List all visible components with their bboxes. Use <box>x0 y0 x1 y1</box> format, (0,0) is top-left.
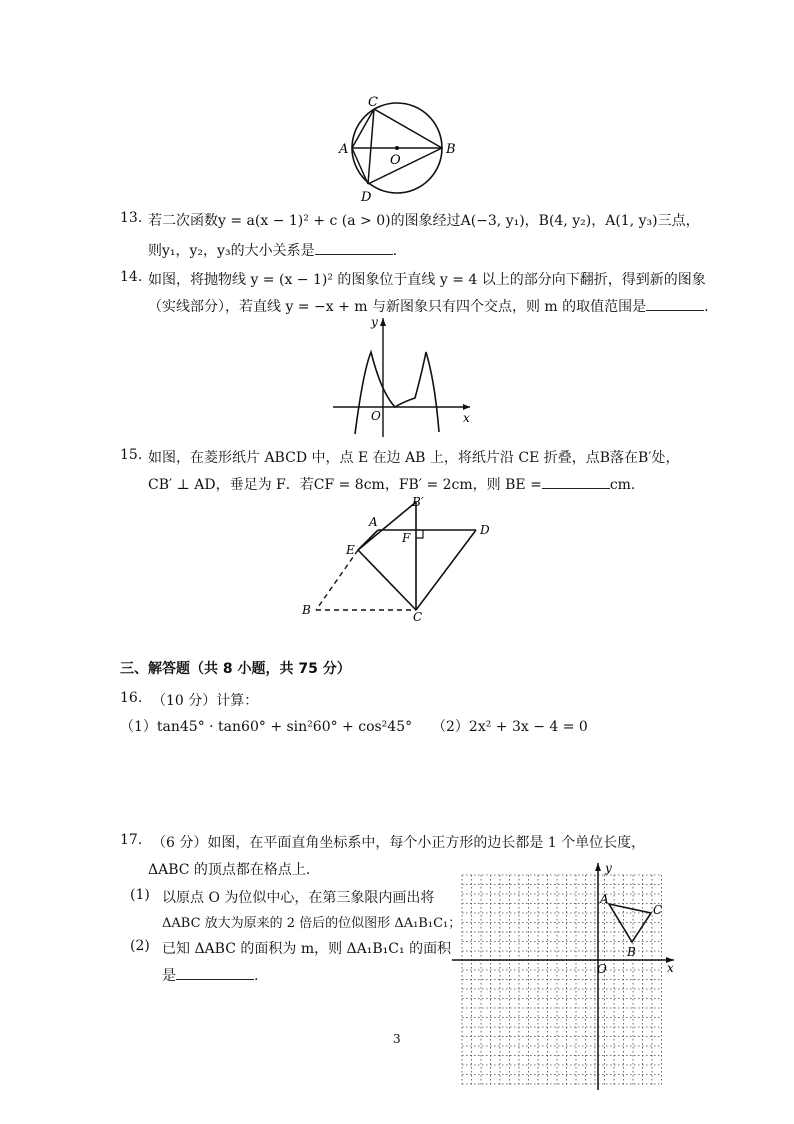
q17-answer-blank[interactable] <box>176 965 254 980</box>
label-c: C <box>413 610 423 624</box>
label-b-prime: B′ <box>412 495 424 509</box>
x-axis-arrow <box>463 404 470 410</box>
label-o: O <box>371 409 381 423</box>
label-a: A <box>339 142 349 157</box>
right-angle-mark <box>416 530 423 538</box>
q13-line2-end: . <box>392 243 398 259</box>
segment-cb <box>374 109 442 148</box>
q17-part2-line2 <box>162 965 258 985</box>
circle-figure <box>330 88 470 208</box>
y-axis-arrow <box>380 318 386 326</box>
label-d: D <box>480 523 490 537</box>
q14-number: 14. <box>120 269 143 285</box>
label-b: B <box>446 142 456 157</box>
q17-part1-line2: ΔABC 放大为原来的 2 倍后的位似图形 ΔA₁B₁C₁； <box>162 916 462 931</box>
q17-line2: ΔABC 的顶点都在格点上. <box>148 862 311 878</box>
label-y: y <box>605 861 612 875</box>
label-a: A <box>369 515 378 529</box>
segment-ec <box>358 550 416 610</box>
q15-line1: 如图，在菱形纸片 ABCD 中，点 E 在边 AB 上，将纸片沿 CE 折叠，点B落在B′处， <box>148 450 680 466</box>
label-f: F <box>402 531 411 545</box>
triangle-abc <box>609 904 651 942</box>
label-y: y <box>371 315 378 329</box>
q13-line2 <box>148 240 397 260</box>
y-axis-arrow <box>595 863 601 871</box>
label-x: x <box>463 411 470 425</box>
q16-part2: （2）2x² + 3x − 4 = 0 <box>432 719 588 735</box>
rhombus-figure <box>296 492 506 624</box>
label-b: B <box>302 603 311 617</box>
q17-number: 17. <box>120 832 143 848</box>
label-b: B <box>627 945 636 959</box>
segment-dc <box>416 530 476 610</box>
segment-cd <box>368 109 374 184</box>
q14-answer-blank[interactable] <box>646 296 704 311</box>
q15-number: 15. <box>120 447 143 463</box>
q16-part1: （1）tan45° · tan60° + sin²60° + cos²45° <box>120 719 413 735</box>
q17-line1: （6 分）如图，在平面直角坐标系中，每个小正方形的边长都是 1 个单位长度， <box>152 835 646 851</box>
q15-answer-blank[interactable] <box>542 474 610 489</box>
center-point <box>395 146 399 150</box>
q14-line2-text: （实线部分），若直线 y = −x + m 与新图象只有四个交点，则 m 的取值范围是 <box>148 299 647 315</box>
segment-eb-dashed <box>316 550 358 610</box>
q16-number: 16. <box>120 690 143 706</box>
q13-answer-blank[interactable] <box>315 240 393 255</box>
label-a: A <box>600 892 609 906</box>
q17-part2-end: . <box>254 968 259 984</box>
q17-part2-number: (2) <box>130 938 150 954</box>
label-c: C <box>653 903 663 917</box>
q15-line2 <box>148 474 635 494</box>
q16-title: （10 分）计算： <box>152 693 259 709</box>
label-e: E <box>346 543 355 557</box>
segment-ad <box>352 148 368 184</box>
label-o: O <box>597 962 607 976</box>
q13-number: 13. <box>120 210 143 226</box>
grid-figure <box>452 860 684 1090</box>
label-d: D <box>361 190 372 205</box>
parabola-figure <box>325 312 475 442</box>
label-x: x <box>667 961 674 975</box>
q15-line2-text: CB′ ⊥ AD，垂足为 F．若CF = 8cm，FB′ = 2cm，则 BE = <box>148 477 542 493</box>
q17-part2-line1: 已知 ΔABC 的面积为 m，则 ΔA₁B₁C₁ 的面积 <box>162 941 452 957</box>
q17-part1-line1: 以原点 O 为位似中心，在第三象限内画出将 <box>162 890 435 906</box>
q17-part2-text: 是 <box>162 968 176 984</box>
dotted-grid <box>462 875 662 1085</box>
q14-line1: 如图，将抛物线 y = (x − 1)² 的图象位于直线 y = 4 以上的部分向下翻折，得到新的图象 <box>148 272 706 288</box>
section-heading: 三、解答题（共 8 小题，共 75 分） <box>120 661 351 677</box>
q15-line2-end: cm. <box>609 477 636 493</box>
folded-curve <box>355 352 439 434</box>
q13-line2-text: 则y₁，y₂，y₃的大小关系是 <box>148 243 315 259</box>
q14-line2-end: . <box>704 299 709 315</box>
q17-part1-number: (1) <box>130 887 150 903</box>
label-o: O <box>390 153 401 168</box>
page-number: 3 <box>393 1032 401 1046</box>
q13-line1: 若二次函数y = a(x − 1)² + c (a > 0)的图象经过A(−3, y₁)，B(4, y₂)，A(1, y₃)三点， <box>148 213 700 229</box>
label-c: C <box>368 95 378 110</box>
